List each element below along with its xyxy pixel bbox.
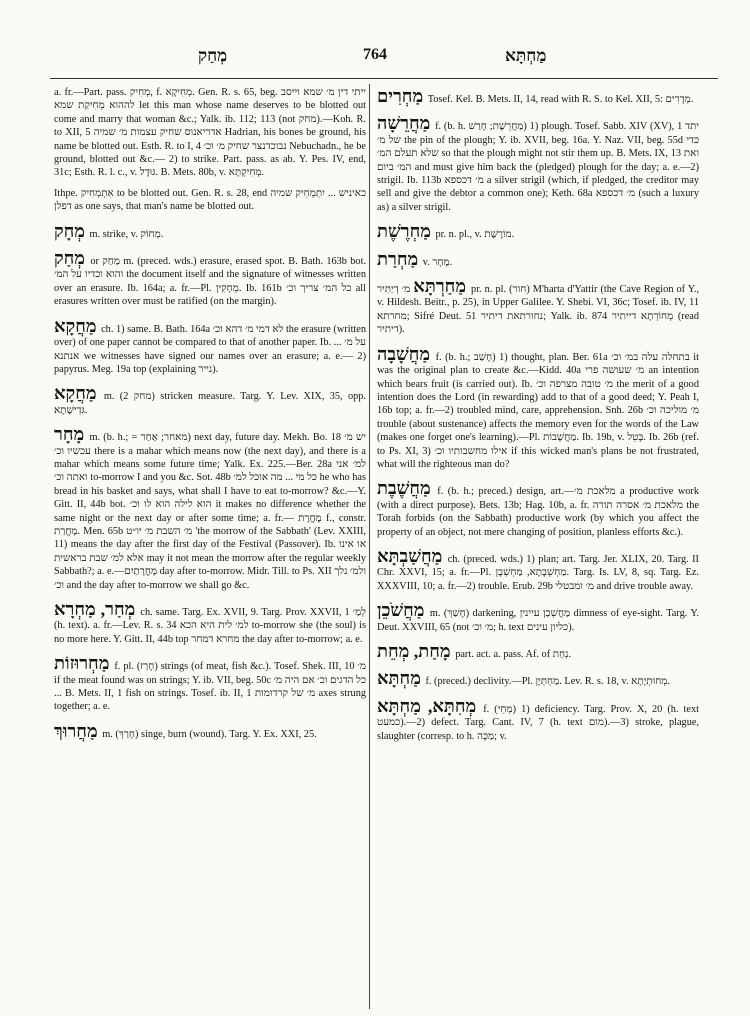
entry-headword: מְחַק bbox=[54, 248, 85, 269]
entry-definition: m. (b. h.; = מאחר; אַחַר) next day, future day. Mekh. Bo. 18 יש מ׳ עכשיו וכ׳ there is a mahar which means now (the next day), and there is a mahar which means some future time; Yalk. Ex. 225.—Ber. 28a למ׳ אני ואתה וכ׳ to-morrow I and you &c. Sot. 48b כל מי ... מה אוכל למ׳ he who has bread in his basket and says, what shall I have to eat to-morrow? &c.—Y. Gitt. II, 44b bot. הוא לילה הוא לו וכ׳ it makes no difference whether the same night or the next day or after some time; a. fr.— מָחֳרָת f., constr. מָחֳרַת. Men. 65b מ׳ השבת מ׳ יו״ט 'the morrow of the Sabbath' (Lev. XXIII, 11) means the day after the first day of the Festival (Passover). Ib. או אינו אלא למ׳ שבת בראשית may it not mean the morrow after the regular weekly Sabbath?; a. e.—מָחֳרָתַיִם day after to-morrow. Midr. Till. to Ps. XII ולמ׳ נלך וכ׳ and the day after to-morrow we shall go &c. bbox=[54, 432, 366, 591]
dictionary-entry bbox=[377, 276, 699, 337]
dictionary-entry bbox=[54, 653, 366, 714]
dictionary-entry bbox=[377, 696, 699, 743]
dictionary-entry bbox=[377, 86, 699, 106]
dictionary-entry bbox=[377, 478, 699, 539]
running-head-left: מְחַק bbox=[198, 46, 228, 65]
dictionary-entry bbox=[54, 383, 366, 417]
dictionary-entry bbox=[54, 221, 366, 241]
entry-definition: ch. (preced. wds.) 1) plan; art. Targ. Jer. XLIX, 20. Targ. II Chr. XXVI, 15; a. fr.—Pl. מַחְשְׁבָתָא, מַחְשְׁבָן. Targ. Is. LV, 8, sq. Targ. Ez. XXXVIII, 10; a. fr.—2) trouble. Erub. 29b מ׳ ומבטלי and drive trouble away. bbox=[377, 553, 699, 592]
dictionary-entry bbox=[54, 721, 366, 741]
entry-definition: Tosef. Kel. B. Mets. II, 14, read with R. S. to Kel. XII, 5: מְדָרִים. bbox=[427, 94, 694, 105]
entry-headword: מְחָק bbox=[54, 220, 85, 241]
entry-headword: מְחִתָּא, מַחְתָּא bbox=[377, 695, 477, 716]
entry-headword: מַחֲרוּךְ bbox=[54, 720, 98, 741]
dictionary-entry bbox=[54, 424, 366, 592]
entry-headword: מָחָר bbox=[54, 424, 85, 445]
dictionary-entry bbox=[377, 249, 699, 269]
entry-definition: f. (b. h.; חָשַׁב) 1) thought, plan. Ber. 61a בתחלה עלה במ׳ וכ׳ it was the original plan to create &c.—Kidd. 40a מ׳ שעושה פרי an intention which bears fruit (is carried out). Ib. מ׳ טובה מצרפה וכ׳ the merit of a good intention does the Lord (in rewarding) add to that of a good deed; Y. Peah I, 16b top; a. fr.—2) troubled mind, care, apprehension. Snh. 26b מ׳ מוליכה וכ׳ trouble (about sustenance) affects the memory even for the words of the Law (makes one forget one's learning).—Pl. מַחֲשָׁבוֹת. Ib. 19b, v. בָּטֵל. Ib. 26b (ref. to Ps. XI, 3) אילו מחשבותיו וכ׳ if this wicked man's plans be not frustrated, what will the righteous man do? bbox=[377, 351, 699, 470]
entry-definition: מ׳ דְיַתִּיר pr. n. pl. (חור) M'harta d'Yattir (the Cave Region of Y., v. Hildesh. Beitr., p. 25), in Upper Galilee. Y. Shebi. VI, 36c; Tosef. ib. IV, 11 מחרתא; Sifré Deut. 51 נחורתאת דיתיר; Yalk. ib. 874 מְחוֹרְתָא דייתיר (read דיתיר). bbox=[377, 284, 699, 336]
dictionary-entry bbox=[54, 599, 366, 646]
entry-definition: pr. n. pl., v. מוֹרֶשֶׁת. bbox=[435, 229, 515, 241]
page-header bbox=[0, 46, 750, 72]
entry-definition: f. pl. (חָרַז) strings (of meat, fish &c.). Tosef. Shek. III, 10 מ׳ if the meat found was on strings; Y. ib. VII, beg. 50c כל הדגים וכ׳ אם היה מ׳ ... B. Mets. II, 1 fish on strings. Tosef. ib. II, 1 מ׳ של קרדומות axes strung together; a. e. bbox=[54, 661, 366, 713]
entry-definition: m. (מחק 2) stricken measure. Targ. Y. Lev. XIX, 35, opp. גִּדְישָׁתָא. bbox=[54, 391, 366, 416]
entry-headword: מַחֲשָׁבָה bbox=[377, 343, 431, 364]
entry-headword: מַחֲקָא bbox=[54, 315, 97, 336]
entry-headword: מַחַרְתָּא bbox=[413, 276, 466, 297]
entry-headword: מַחֲשֹׁכֵן bbox=[377, 600, 425, 621]
right-column bbox=[377, 86, 699, 1012]
right-entries bbox=[377, 86, 699, 743]
entry-headword: מַחְרִים bbox=[377, 86, 424, 106]
entry-definition: or מַחַק m. (preced. wds.) erasure, erased spot. B. Bath. 163b bot. והוא וכדיו על המ׳ the document itself and the signature of witnesses written over an erasure. Ib. 164a; a. fr.—Pl. מְחָקִין. Ib. 161b כל המ׳ צריך וכ׳ all erasures written over must be ratified (on the margin). bbox=[54, 256, 366, 308]
dictionary-entry bbox=[377, 546, 699, 593]
entry-headword: מַחֲרֵשָׁה bbox=[377, 113, 431, 134]
page-number: 764 bbox=[363, 46, 387, 63]
dictionary-entry bbox=[377, 344, 699, 472]
dictionary-entry bbox=[54, 248, 366, 309]
ithpe-subentry: Ithpe. אִתְמְחִיק to be blotted out. Gen. R. s. 28, end כאיניש ... יִתְמְחֵיק שמיה דפלן as one says, that man's name be blotted out. bbox=[54, 187, 366, 213]
entry-definition: f. (b. h.; preced.) design, art.—מלאכת מ׳ a productive work (with a direct purpose). Bets. 13b; Hag. 10b, a. fr. מלאכת מ׳ אסרה תורה the Torah forbids (on the Sabbath) productive work (by which you affect the property of an object, not mere changing of position, planless efforts &c.). bbox=[377, 486, 699, 538]
entry-definition: f. (b. h. מַחֲרֵשָׁת; חָרַשׁ) 1) plough. Tosef. Sabb. XIV (XV), 1 יתד של מ׳ the pin of the plough; Y. ib. XVII, beg. 16a. Y. Naz. VII, beg. 55d כדי שלא תעלם המ׳ so that the plough might not stir them up. B. Mets. IX, 13 ואת המ׳ ביום and must give him back the (pledged) plough for the day; a. e.—2) strigil. Ib. 113b מ׳ דכספא a silver strigil (which, if pledged, the creditor may sell and give the debtor a common one); Keth. 68a מ׳ דכספא (such a luxury as) a silver strigil. bbox=[377, 121, 699, 213]
running-head-right: מַחְתָּא bbox=[505, 46, 547, 65]
entry-headword: מַחֲקָא bbox=[54, 383, 97, 404]
entry-definition: m. (חָרַךְ) singe, burn (wound). Targ. Y. Ex. XXI, 25. bbox=[102, 728, 317, 740]
entry-definition: f. (preced.) declivity.—Pl. מַחְתְּיָן. Lev. R. s. 18, v. מְחוּתְיָתָא. bbox=[425, 676, 670, 688]
continued-entry: a. fr.—Part. pass. מְחִיק, f. מְחִיקָא. Gen. R. s. 65, beg. ייתי דין מ׳ שמא וייסב לההוא מְחִיקַת שמא let this man whose name deserves to be blotted out come and marry that woman &c.; Yalk. ib. 112; 113 (not מחק).—Koh. R. to XII, 5 אדריאנוס שחיק עצמות מ׳ שמיה Hadrian, his bones be ground, his name be blotted out. Esth. R. to I, 4 נבוכדנצר שחיק מ׳ וכ׳ Nebuchadn., he be ground, blotted out &c.— 2) to strike. Part. pass. as ab. Y. Pes. IV, end, 31c; Esth. R. l. c., v. גּוּדָל. B. Mets. 80b, v. מְחִיקְתָּא. bbox=[54, 87, 366, 179]
left-entries bbox=[54, 221, 366, 742]
entry-definition: f. (מְחֵי) 1) deficiency. Targ. Prov. X, 20 (h. text כמעט).—2) defect. Targ. Cant. IV, 7 (h. text מום).—3) stroke, plague, slaughter (corresp. to h. מַכָּה; v. bbox=[377, 703, 699, 742]
entry-headword: מְחַר, מַחְרָא bbox=[54, 599, 136, 619]
entry-headword: מַחְרַת bbox=[377, 248, 419, 269]
entry-headword: מַחֲשֶׁבֶת bbox=[377, 478, 431, 499]
entry-headword: מַחְרוּזוֹת bbox=[54, 653, 110, 674]
dictionary-entry bbox=[377, 113, 699, 214]
entry-definition: m. (חָשַׁךְ) darkening, מַחֲשְׁכַן עיינין dimness of eye-sight. Targ. Y. Deut. XXVIII, 65 (not מ׳ וכ׳; h. text כליון עינים). bbox=[377, 608, 699, 633]
entry-definition: ch. 1) same. B. Bath. 164a לא דמי מ׳ דהא וכ׳ the erasure (written over) of one paper cannot be compared to that of another paper. Ib. ... על מ׳ אנתנא we witnesses have signed our names over an erasure; a. e.— 2) papyrus. Meg. 19a top (explaining נייר). bbox=[54, 323, 366, 375]
dictionary-entry bbox=[377, 668, 699, 688]
dictionary-entry bbox=[377, 641, 699, 661]
dictionary-entry bbox=[377, 600, 699, 634]
dictionary-entry bbox=[377, 221, 699, 241]
dictionary-entry bbox=[54, 316, 366, 377]
column-divider bbox=[369, 84, 370, 1009]
entry-headword: מַחֲשַׁבְתָּא bbox=[377, 545, 443, 566]
header-rule bbox=[50, 78, 718, 79]
entry-definition: v. מָחָר. bbox=[422, 256, 453, 268]
entry-headword: מָחַת, מְחֵת bbox=[377, 641, 451, 661]
entry-definition: part. act. a. pass. Af. of נְחַת. bbox=[455, 649, 572, 660]
entry-headword: מַחְרֶשֶׁת bbox=[377, 221, 431, 242]
entry-definition: ch. same. Targ. Ex. XVII, 9. Targ. Prov. XXVII, 1 לְמַ׳ (h. text). a. fr.—Lev. R. s. 34 למ׳ לית היא הכא to-morrow she (the soul) is no more here. Y. Gitt. II, 44b top מחרא דמחר the day after to-morrow; a. e. bbox=[54, 607, 366, 645]
entry-definition: m. strike, v. מְחוֹק. bbox=[89, 228, 164, 240]
entry-headword: מַחְתָּא bbox=[377, 668, 421, 689]
left-column bbox=[54, 86, 366, 1012]
